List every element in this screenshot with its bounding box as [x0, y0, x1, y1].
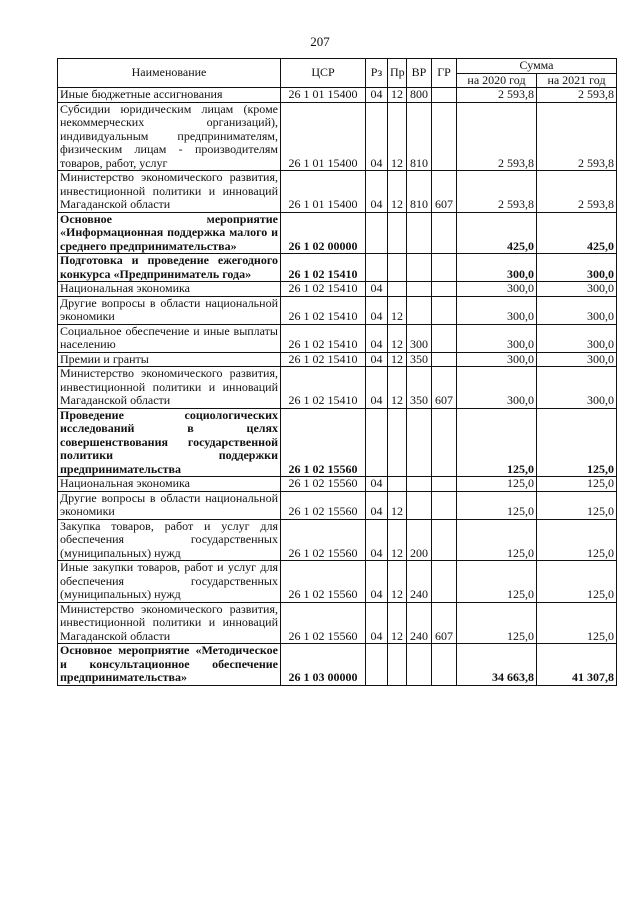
cell-y2021: 300,0 — [537, 352, 617, 367]
table-body — [58, 88, 617, 686]
cell-y2020: 300,0 — [457, 352, 537, 367]
table-row — [58, 212, 617, 254]
cell-vr — [407, 477, 432, 492]
cell-y2021: 425,0 — [537, 212, 617, 254]
cell-y2020: 2 593,8 — [457, 171, 537, 213]
cell-vr: 300 — [407, 324, 432, 352]
table-row — [58, 88, 617, 103]
cell-name: Подготовка и проведение ежегодного конкурса «Предприниматель года» — [58, 254, 281, 282]
cell-rz: 04 — [366, 367, 388, 409]
cell-rz — [366, 644, 388, 686]
cell-y2020: 300,0 — [457, 296, 537, 324]
cell-rz: 04 — [366, 324, 388, 352]
cell-rz: 04 — [366, 282, 388, 297]
cell-y2020: 300,0 — [457, 324, 537, 352]
cell-name: Иные бюджетные ассигнования — [58, 88, 281, 103]
cell-csr: 26 1 02 15410 — [281, 324, 366, 352]
cell-vr: 350 — [407, 367, 432, 409]
cell-csr: 26 1 01 15400 — [281, 102, 366, 171]
header-row — [58, 59, 617, 74]
cell-csr: 26 1 01 15400 — [281, 171, 366, 213]
table-row — [58, 644, 617, 686]
cell-vr: 240 — [407, 561, 432, 603]
cell-gr — [432, 352, 457, 367]
cell-name: Другие вопросы в области национальной экономики — [58, 296, 281, 324]
cell-pr — [388, 212, 407, 254]
cell-y2020: 425,0 — [457, 212, 537, 254]
cell-gr — [432, 477, 457, 492]
cell-y2020: 125,0 — [457, 519, 537, 561]
cell-csr: 26 1 02 15410 — [281, 282, 366, 297]
cell-name: Иные закупки товаров, работ и услуг для обеспечения государственных (муниципальных) нужд — [58, 561, 281, 603]
header-2020: на 2020 год — [457, 73, 537, 88]
table-row — [58, 102, 617, 171]
cell-csr: 26 1 02 15410 — [281, 352, 366, 367]
cell-rz — [366, 408, 388, 477]
cell-gr — [432, 282, 457, 297]
cell-y2020: 300,0 — [457, 282, 537, 297]
cell-vr: 200 — [407, 519, 432, 561]
cell-pr: 12 — [388, 602, 407, 644]
cell-pr: 12 — [388, 561, 407, 603]
cell-pr: 12 — [388, 324, 407, 352]
cell-y2020: 125,0 — [457, 561, 537, 603]
cell-gr — [432, 324, 457, 352]
cell-rz: 04 — [366, 491, 388, 519]
cell-csr: 26 1 02 15560 — [281, 561, 366, 603]
table-row — [58, 254, 617, 282]
cell-y2021: 2 593,8 — [537, 102, 617, 171]
cell-y2021: 125,0 — [537, 519, 617, 561]
cell-csr: 26 1 02 15410 — [281, 367, 366, 409]
cell-y2021: 41 307,8 — [537, 644, 617, 686]
cell-csr: 26 1 02 15560 — [281, 491, 366, 519]
cell-vr — [407, 254, 432, 282]
table-row — [58, 324, 617, 352]
cell-y2021: 300,0 — [537, 254, 617, 282]
cell-y2020: 300,0 — [457, 254, 537, 282]
header-name: Наименование — [58, 59, 281, 88]
cell-pr: 12 — [388, 352, 407, 367]
cell-rz: 04 — [366, 352, 388, 367]
table-row — [58, 171, 617, 213]
cell-csr: 26 1 02 15410 — [281, 296, 366, 324]
table-row — [58, 491, 617, 519]
cell-rz: 04 — [366, 88, 388, 103]
cell-pr: 12 — [388, 88, 407, 103]
cell-name: Министерство экономического развития, инвестиционной политики и инноваций Магаданской области — [58, 171, 281, 213]
cell-gr — [432, 102, 457, 171]
header-pr: Пр — [388, 59, 407, 88]
header-vr: ВР — [407, 59, 432, 88]
cell-pr — [388, 644, 407, 686]
cell-pr — [388, 282, 407, 297]
cell-name: Основное мероприятие «Методическое и консультационное обеспечение предпринимательства» — [58, 644, 281, 686]
cell-rz: 04 — [366, 519, 388, 561]
table-row — [58, 296, 617, 324]
cell-csr: 26 1 02 15560 — [281, 408, 366, 477]
page-number: 207 — [310, 34, 330, 49]
cell-y2021: 300,0 — [537, 324, 617, 352]
cell-y2021: 125,0 — [537, 602, 617, 644]
cell-pr: 12 — [388, 367, 407, 409]
cell-name: Премии и гранты — [58, 352, 281, 367]
cell-y2020: 125,0 — [457, 408, 537, 477]
cell-pr — [388, 477, 407, 492]
cell-y2021: 125,0 — [537, 477, 617, 492]
cell-gr — [432, 644, 457, 686]
cell-rz: 04 — [366, 561, 388, 603]
cell-csr: 26 1 02 15410 — [281, 254, 366, 282]
cell-name: Министерство экономического развития, инвестиционной политики и инноваций Магаданской области — [58, 367, 281, 409]
cell-pr — [388, 408, 407, 477]
table-row — [58, 367, 617, 409]
cell-y2020: 125,0 — [457, 477, 537, 492]
cell-gr — [432, 408, 457, 477]
table-row — [58, 408, 617, 477]
cell-vr — [407, 491, 432, 519]
cell-vr: 810 — [407, 102, 432, 171]
table-row — [58, 519, 617, 561]
cell-rz: 04 — [366, 477, 388, 492]
cell-csr: 26 1 02 00000 — [281, 212, 366, 254]
table-row — [58, 352, 617, 367]
cell-rz — [366, 254, 388, 282]
cell-vr — [407, 408, 432, 477]
cell-vr — [407, 644, 432, 686]
cell-rz: 04 — [366, 602, 388, 644]
cell-vr: 240 — [407, 602, 432, 644]
cell-y2020: 125,0 — [457, 602, 537, 644]
cell-y2021: 300,0 — [537, 367, 617, 409]
cell-rz: 04 — [366, 102, 388, 171]
cell-csr: 26 1 02 15560 — [281, 602, 366, 644]
cell-gr: 607 — [432, 171, 457, 213]
header-rz: Рз — [366, 59, 388, 88]
cell-y2021: 300,0 — [537, 282, 617, 297]
cell-vr: 800 — [407, 88, 432, 103]
cell-gr — [432, 296, 457, 324]
cell-gr: 607 — [432, 602, 457, 644]
cell-pr: 12 — [388, 171, 407, 213]
cell-gr — [432, 88, 457, 103]
cell-y2021: 2 593,8 — [537, 171, 617, 213]
cell-y2021: 125,0 — [537, 408, 617, 477]
cell-csr: 26 1 03 00000 — [281, 644, 366, 686]
cell-pr: 12 — [388, 102, 407, 171]
cell-gr — [432, 519, 457, 561]
cell-name: Проведение социологических исследований в целях совершенствования государственной политики поддержки предпринимательства — [58, 408, 281, 477]
cell-rz: 04 — [366, 171, 388, 213]
header-gr: ГР — [432, 59, 457, 88]
cell-csr: 26 1 02 15560 — [281, 519, 366, 561]
cell-vr: 810 — [407, 171, 432, 213]
cell-pr: 12 — [388, 491, 407, 519]
header-2021: на 2021 год — [537, 73, 617, 88]
cell-y2021: 300,0 — [537, 296, 617, 324]
cell-y2020: 300,0 — [457, 367, 537, 409]
cell-y2021: 125,0 — [537, 491, 617, 519]
cell-name: Другие вопросы в области национальной экономики — [58, 491, 281, 519]
cell-gr — [432, 212, 457, 254]
cell-name: Закупка товаров, работ и услуг для обеспечения государственных (муниципальных) нужд — [58, 519, 281, 561]
cell-name: Национальная экономика — [58, 477, 281, 492]
cell-pr: 12 — [388, 519, 407, 561]
cell-gr — [432, 561, 457, 603]
budget-table — [57, 58, 617, 686]
cell-gr — [432, 491, 457, 519]
table-row — [58, 561, 617, 603]
cell-y2020: 2 593,8 — [457, 102, 537, 171]
cell-gr — [432, 254, 457, 282]
cell-csr: 26 1 01 15400 — [281, 88, 366, 103]
cell-y2021: 2 593,8 — [537, 88, 617, 103]
cell-vr — [407, 282, 432, 297]
cell-y2020: 34 663,8 — [457, 644, 537, 686]
cell-y2020: 2 593,8 — [457, 88, 537, 103]
table-row — [58, 282, 617, 297]
table-row — [58, 602, 617, 644]
cell-gr: 607 — [432, 367, 457, 409]
cell-name: Основное мероприятие «Информационная поддержка малого и среднего предпринимательства» — [58, 212, 281, 254]
cell-name: Национальная экономика — [58, 282, 281, 297]
header-csr: ЦСР — [281, 59, 366, 88]
cell-y2021: 125,0 — [537, 561, 617, 603]
header-sum: Сумма — [457, 59, 617, 74]
cell-rz: 04 — [366, 296, 388, 324]
cell-name: Социальное обеспечение и иные выплаты населению — [58, 324, 281, 352]
table-row — [58, 477, 617, 492]
cell-name: Министерство экономического развития, инвестиционной политики и инноваций Магаданской области — [58, 602, 281, 644]
cell-pr — [388, 254, 407, 282]
cell-pr: 12 — [388, 296, 407, 324]
cell-y2020: 125,0 — [457, 491, 537, 519]
cell-rz — [366, 212, 388, 254]
cell-vr: 350 — [407, 352, 432, 367]
cell-vr — [407, 296, 432, 324]
cell-name: Субсидии юридическим лицам (кроме некоммерческих организаций), индивидуальным предпринимателям, физическим лицам - производителям товаров, работ, услуг — [58, 102, 281, 171]
cell-vr — [407, 212, 432, 254]
cell-csr: 26 1 02 15560 — [281, 477, 366, 492]
